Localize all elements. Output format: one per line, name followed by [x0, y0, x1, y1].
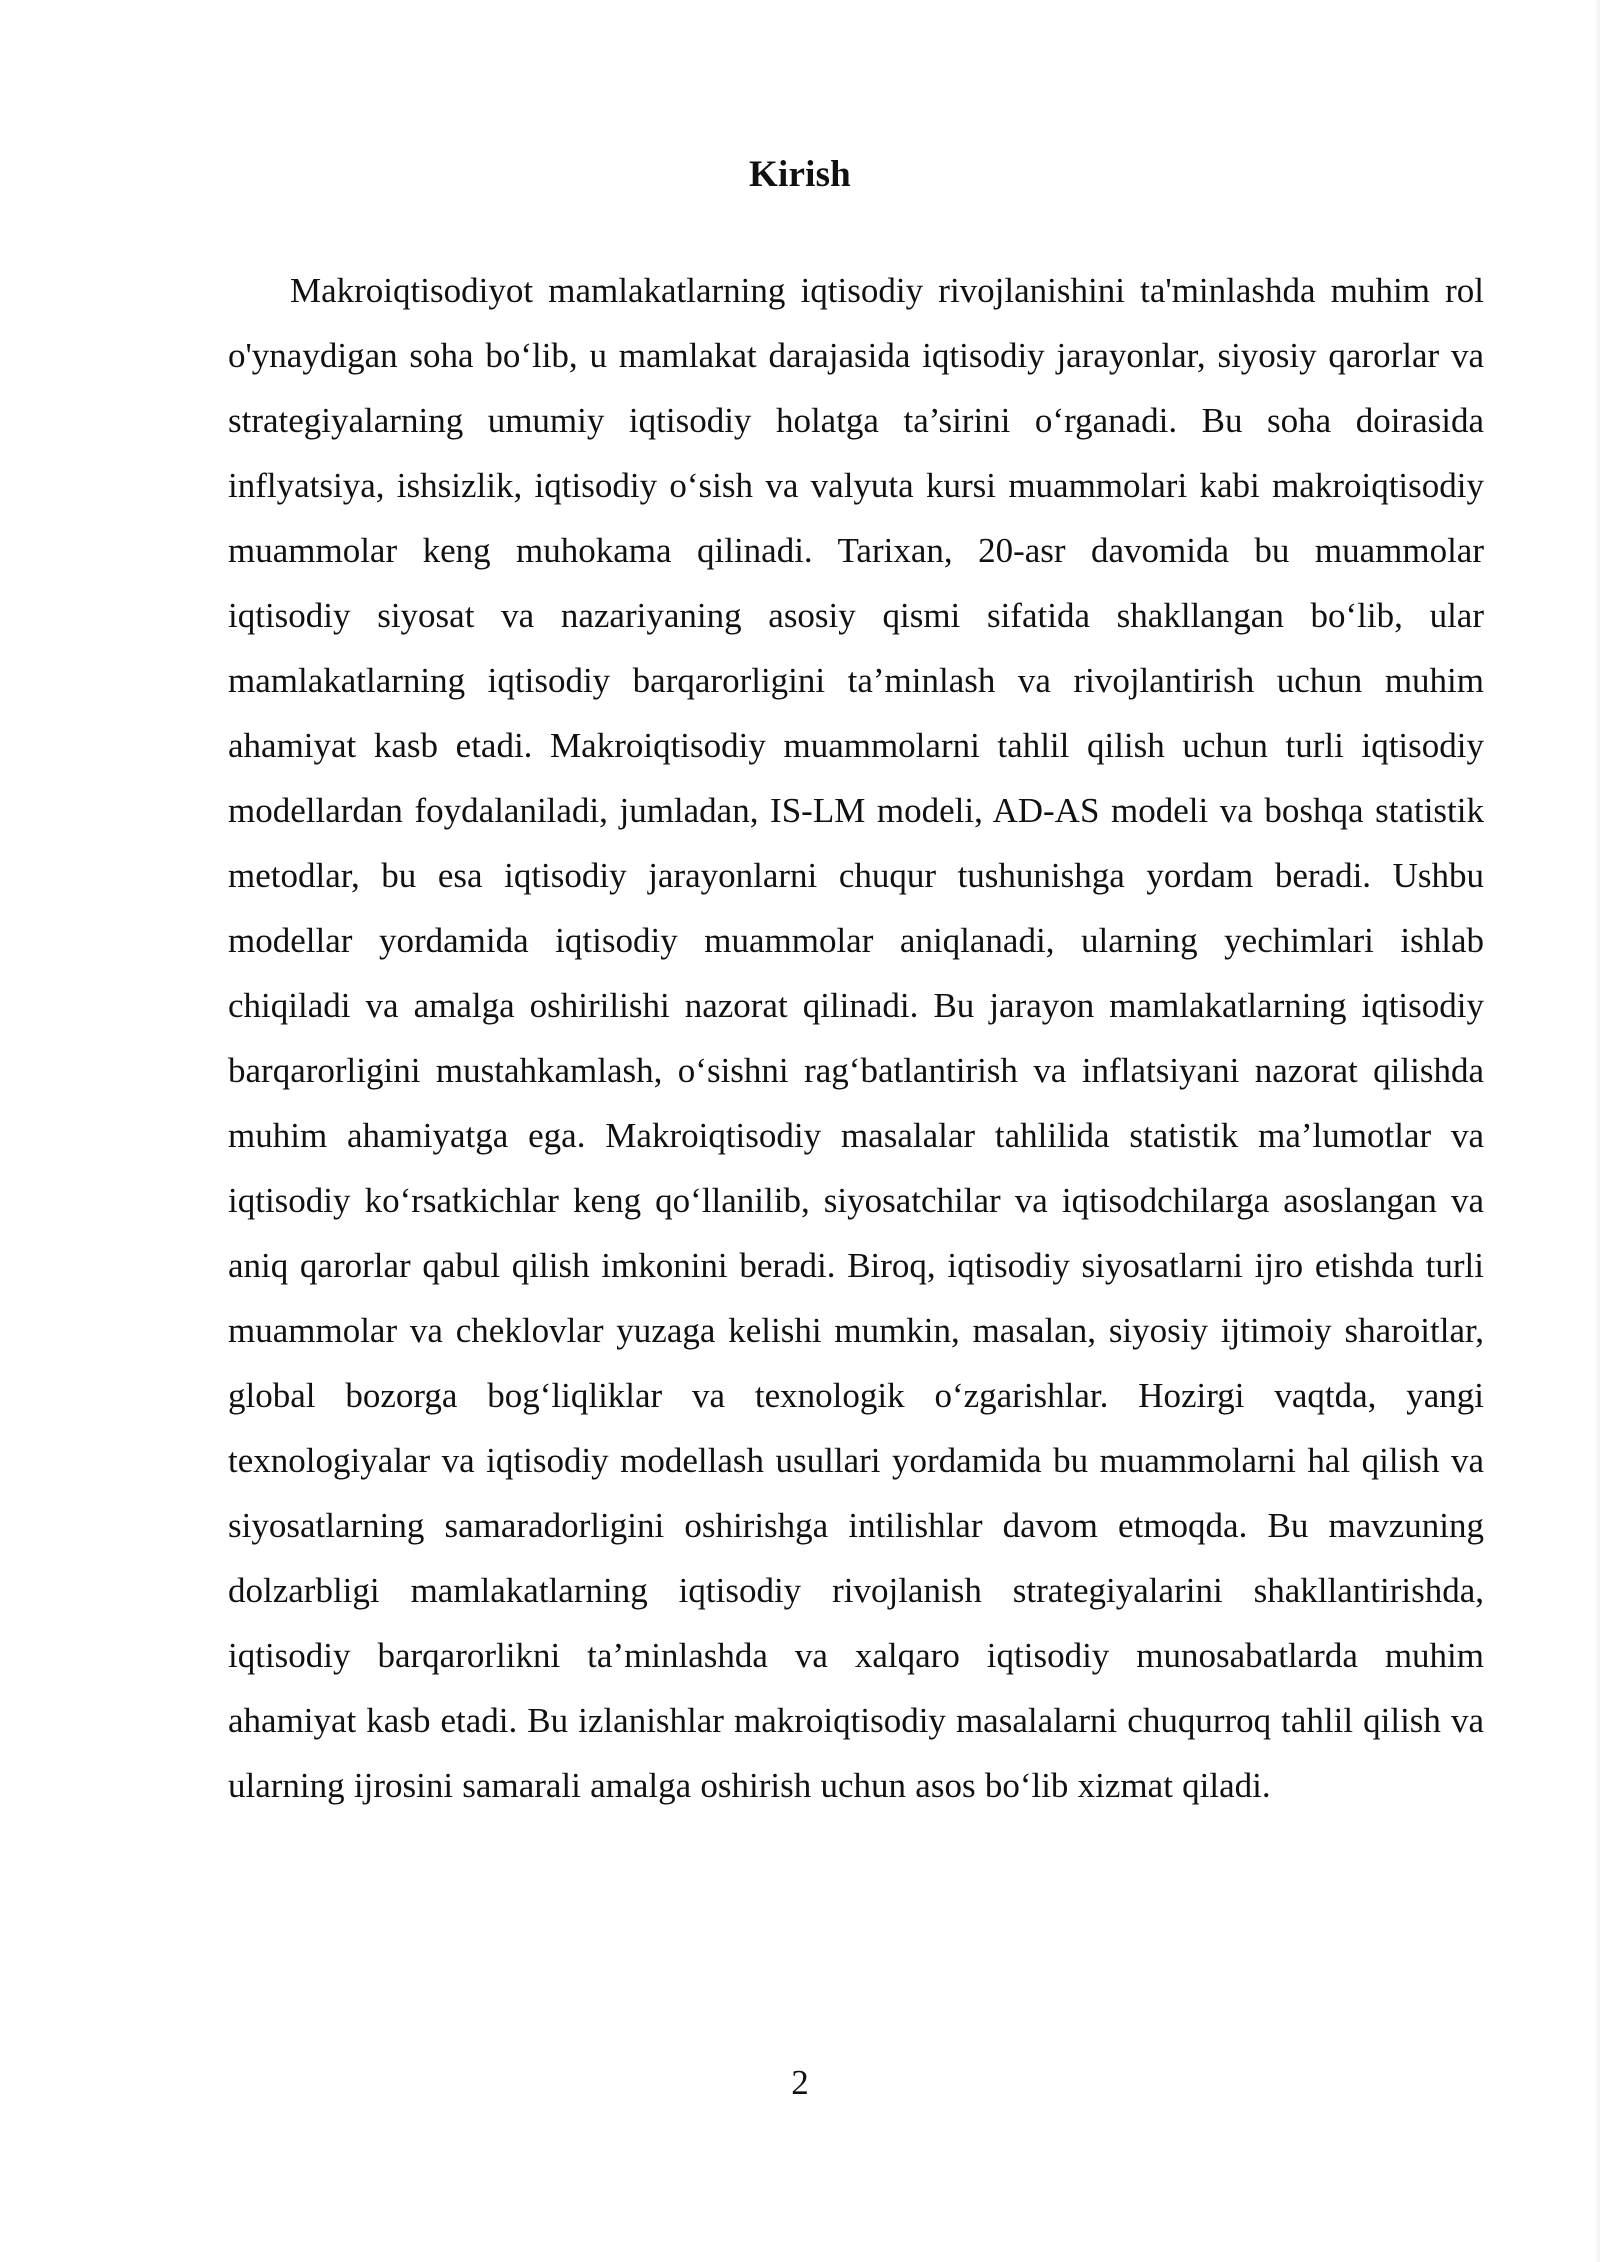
page-edge — [1594, 0, 1600, 2262]
body-paragraph: Makroiqtisodiyot mamlakatlarning iqtisodiy rivojlanishini ta'minlashda muhim rol o'ynaydigan soha bo‘lib, u mamlakat darajasida iqtisodiy jarayonlar, siyosiy qarorlar va strategiyalarning umumiy iqtisodiy holatga ta’sirini o‘rganadi. Bu soha doirasida inflyatsiya, ishsizlik, iqtisodiy o‘sish va valyuta kursi muammolari kabi makroiqtisodiy muammolar keng muhokama qilinadi. Tarixan, 20-asr davomida bu muammolar iqtisodiy siyosat va nazariyaning asosiy qismi sifatida shakllangan bo‘lib, ular mamlakatlarning iqtisodiy barqarorligini ta’minlash va rivojlantirish uchun muhim ahamiyat kasb etadi. Makroiqtisodiy muammolarni tahlil qilish uchun turli iqtisodiy modellardan foydalaniladi, jumladan, IS-LM modeli, AD-AS modeli va boshqa statistik metodlar, bu esa iqtisodiy jarayonlarni chuqur tushunishga yordam beradi. Ushbu modellar yordamida iqtisodiy muammolar aniqlanadi, ularning yechimlari ishlab chiqiladi va amalga oshirilishi nazorat qilinadi. Bu jarayon mamlakatlarning iqtisodiy barqarorligini mustahkamlash, o‘sishni rag‘batlantirish va inflatsiyani nazorat qilishda muhim ahamiyatga ega. Makroiqtisodiy masalalar tahlilida statistik ma’lumotlar va iqtisodiy ko‘rsatkichlar keng qo‘llanilib, siyosatchilar va iqtisodchilarga asoslangan va aniq qarorlar qabul qilish imkonini beradi. Biroq, iqtisodiy siyosatlarni ijro etishda turli muammolar va cheklovlar yuzaga kelishi mumkin, masalan, siyosiy ijtimoiy sharoitlar, global bozorga bog‘liqliklar va texnologik o‘zgarishlar. Hozirgi vaqtda, yangi texnologiyalar va iqtisodiy modellash usullari yordamida bu muammolarni hal qilish va siyosatlarning samaradorligini oshirishga intilishlar davom etmoqda. Bu mavzuning dolzarbligi mamlakatlarning iqtisodiy rivojlanish strategiyalarini shakllantirishda, iqtisodiy barqarorlikni ta’minlashda va xalqaro iqtisodiy munosabatlarda muhim ahamiyat kasb etadi. Bu izlanishlar makroiqtisodiy masalalarni chuqurroq tahlil qilish va ularning ijrosini samarali amalga oshirish uchun asos bo‘lib xizmat qiladi. — [228, 271, 1484, 1805]
page-title: Kirish — [749, 154, 851, 195]
page-number: 2 — [791, 2063, 809, 2102]
